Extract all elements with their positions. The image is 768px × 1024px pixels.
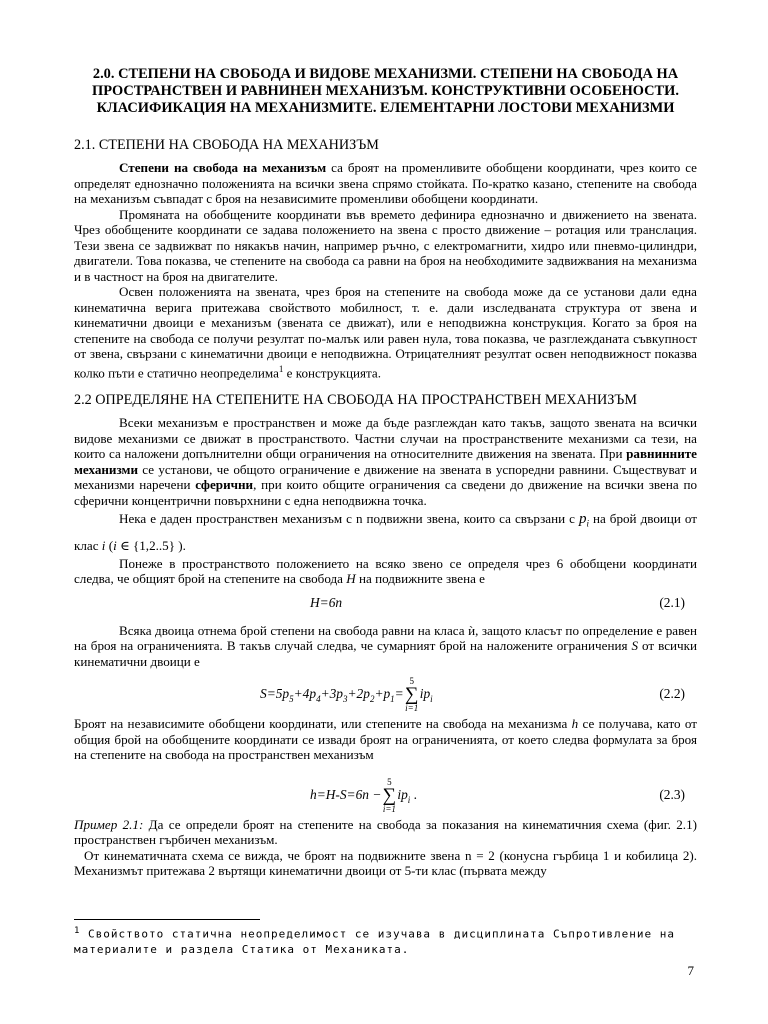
footnote-mark: 1: [74, 926, 81, 936]
footnote: [74, 924, 714, 957]
formula-sub: 2: [369, 694, 375, 705]
formula-sub: i: [407, 794, 411, 805]
paragraph-text: Понеже в пространството положението на всяко звено се определя чрез 6 обобщени координати следва, че общият брой на степените на свобода: [74, 555, 697, 587]
paragraph-text: на брой двоици от клас: [74, 511, 697, 553]
formula-number: (2.3): [659, 786, 685, 802]
formula-part: +p: [374, 686, 391, 702]
paragraph-constraints: [74, 623, 697, 670]
paragraph-generalized: [74, 556, 697, 587]
paragraph-pairs: [74, 508, 697, 556]
paragraph-text: Всеки механизъм е пространствен и може да бъде разглеждан като такъв, защото звената на всички видове механизми се движат в пространството. Частни случаи на пространствените механизми са тези, на които са наложени допълнителни общи ограничения на относителните движения на звената. При: [74, 415, 697, 462]
sum-lower: i=1: [405, 703, 419, 714]
page-number: 7: [687, 963, 694, 978]
formula-part: +4p: [293, 686, 317, 702]
summation-symbol: [404, 676, 419, 714]
math-h: h: [571, 716, 579, 732]
section-2-1-title: 2.1. СТЕПЕНИ НА СВОБОДА НА МЕХАНИЗЪМ: [74, 137, 379, 153]
paragraph-text: Всяка двоица отнема брой степени на свобода равни на класа ѝ, защото класът по определение е равен на броя на ограниченията. В такъв случай следва, че сумарният брой на наложените ограничения: [74, 622, 697, 654]
sigma: ∑: [404, 684, 419, 706]
page-body: [74, 66, 697, 879]
paragraph-spatial: [74, 415, 697, 508]
paragraph-example-solution: От кинематичната схема се вижда, че броят на подвижните звена n = 2 (конусна гърбица 1 и кобилица 2). Механизмът притежава 2 въртящи кинематични двоици от 5-ти клас (първата между: [74, 847, 697, 879]
math-S: S: [631, 638, 639, 654]
formula-number: (2.2): [659, 686, 685, 702]
paragraph-text: Нека е даден пространствен механизъм с n подвижни звена, които са свързани с: [119, 511, 579, 527]
formula-part: =: [394, 686, 404, 702]
math-i: i: [101, 537, 106, 553]
paragraph-text: е конструкцията.: [283, 364, 381, 380]
example-label: Пример 2.1:: [74, 816, 144, 832]
math-sub: i: [586, 518, 589, 529]
formula-expression: [310, 776, 418, 814]
formula-sub: 4: [316, 694, 321, 705]
sum-upper: 5: [387, 776, 392, 787]
formula-sub: 5: [289, 694, 294, 705]
formula-part: +2p: [347, 686, 370, 702]
formula-part: h=H-S=6n −: [310, 787, 382, 803]
paragraph-example: [74, 817, 697, 848]
sigma: ∑: [382, 784, 397, 806]
formula-sub: i: [430, 694, 433, 705]
sum-upper: 5: [409, 676, 414, 687]
sum-lower: i=1: [382, 803, 396, 814]
paragraph-text: Броят на независимите обобщени координати, или степените на свобода на механизма: [74, 716, 572, 732]
term-bold: равнинните механизми: [74, 446, 697, 477]
paragraph-coordinates: Промяната на обобщените координати във времето дефинира еднозначно и движението на звената. Чрез обобщените координати се задава положението на звена с простo движение – ротация или транслация. Тези звена се задвижват по някакъв начин, например ръчно, с електромагнити, хидро или пневмо-цилиндри, двигатели. Това показва, че степените на свобода са равни на броя на необходимите задвижвания на механизма и в частност на броя на двигателите.: [74, 206, 697, 284]
paragraph-text: Да се определи броят на степените на свобода за показания на кинематичния схема (фиг. 2.1) пространствен гърбичен механизъм.: [74, 816, 697, 848]
footnote-ref: 1: [278, 363, 284, 374]
math-H: H: [346, 571, 356, 587]
formula-part: S=5p: [260, 686, 290, 702]
paragraph-text: Освен положенията на звената, чрез броя на степените на свобода може да се установи дали една кинематична верига притежава свойството мобилност, т. е. дали изследваната структура от звена и кинематични двоици е механизъм (звената се движат), или е неподвижна конструкция. Когато за броя на степените на свобода се получи резултат по-малък или равен нула, това показва, че разглежданата съвкупност от звена, свързани с кинематични двоици е неподвижна. Отрицателният резултат освен неподвижност показва колко пъти е статично неопределима: [74, 284, 697, 380]
paragraph-text: от всички кинематични двоици е: [74, 638, 697, 669]
term-bold: Степени на свобода на механизъм: [119, 160, 327, 175]
formula-part: +3p: [320, 686, 343, 702]
paragraph-text: на подвижните звена е: [355, 571, 485, 587]
paragraph-text: , при които общите ограничения са сведени до движение на всички звена по сферични концентрични повърхнини с една неподвижна точка.: [74, 477, 697, 508]
paragraph-text: се установи, че общото ограничение е движение на звената в успоредни равнини. Съществуват и механизми наречени: [74, 461, 697, 493]
chapter-heading: 2.0. СТЕПЕНИ НА СВОБОДА И ВИДОВЕ МЕХАНИЗМИ. СТЕПЕНИ НА СВОБОДА НА ПРОСТРАНСТВЕН И РАВНИНЕН МЕХАНИЗЪМ. КОНСТРУКТИВНИ ОСОБЕНОСТИ. КЛАСИФИКАЦИЯ НА МЕХАНИЗМИТЕ. ЕЛЕМЕНТАРНИ ЛОСТОВИ МЕХАНИЗМИ: [92, 66, 679, 116]
formula-2-2: [74, 675, 697, 714]
formula-part: .: [410, 787, 418, 803]
section-2-2-title: 2.2 ОПРЕДЕЛЯНЕ НА СТЕПЕНИТЕ НА СВОБОДА НА ПРОСТРАНСТВЕН МЕХАНИЗЪМ: [74, 392, 637, 409]
paragraph-text: се получава, като от общия брой на обобщените координати се извади броят на ограниченията, от което следва формулата за броя на степените на свобода на пространствен механизъм: [74, 716, 697, 763]
footnote-text: Свойството статична неопределимост се изучава в дисциплината Съпротивление на материалите и раздела Статика от Механиката.: [74, 927, 675, 956]
formula-part: ip: [419, 686, 431, 702]
formula-2-1: [74, 593, 697, 615]
footnote-separator: [74, 919, 260, 920]
paragraph-definition: [74, 160, 697, 207]
formula-2-3: [74, 775, 697, 813]
formula-number: (2.1): [659, 594, 685, 610]
paragraph-text: (: [105, 537, 114, 553]
math-p: p: [578, 511, 587, 528]
summation-symbol: [382, 776, 397, 814]
term-bold: сферични: [195, 477, 254, 493]
paragraph-text: ∈ {1,2..5} ).: [116, 537, 186, 553]
formula-part: ip: [397, 787, 408, 803]
formula-expression: [260, 676, 433, 714]
math-i: i: [113, 537, 117, 553]
paragraph-text: са броят на променливите обобщени координати, чрез които се определят еднозначно положенията на всички звена спрямо стойката. По-кратко казано, степените на свобода на механизъм съвпадат с броя на независимите променливи обобщени координати.: [74, 160, 697, 206]
paragraph-dof-formula: [74, 716, 697, 763]
paragraph-mobility: [74, 284, 697, 380]
formula-expression: H=6n: [310, 594, 343, 610]
formula-sub: 1: [390, 694, 395, 705]
formula-sub: 3: [343, 694, 348, 705]
